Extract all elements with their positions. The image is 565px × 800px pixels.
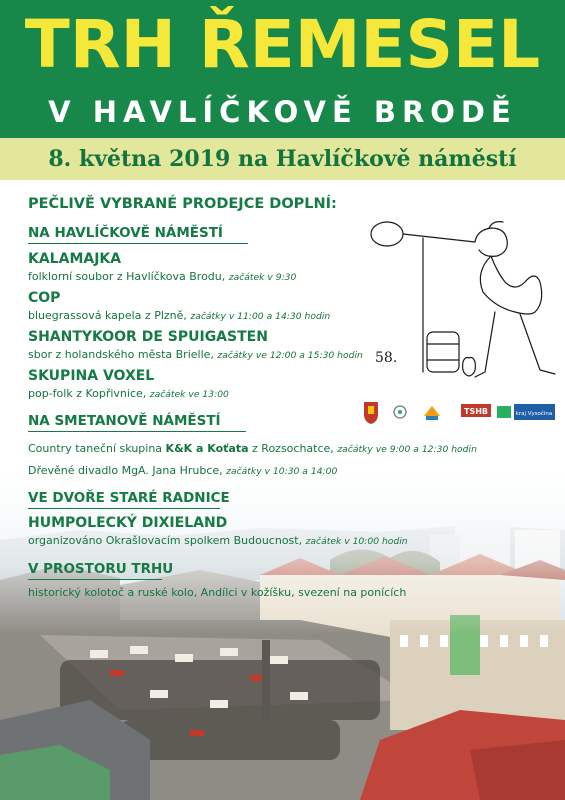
act-desc-text: pop-folk z Kopřivnice, (28, 387, 147, 400)
act-description (28, 387, 229, 400)
act-time: začátky v 11:00 a 14:30 hodin (190, 311, 331, 322)
header-banner (0, 0, 565, 138)
act-description (28, 309, 330, 322)
section-heading-radnice: VE DVOŘE STARÉ RADNICE (28, 490, 230, 506)
act-name: SKUPINA VOXEL (28, 368, 155, 384)
event-date: 8. května 2019 na Havlíčkově náměstí (48, 146, 517, 172)
smetanovo-line-2 (28, 464, 337, 477)
section-underline (28, 431, 246, 432)
smetanovo-line-1 (28, 442, 477, 455)
agenda21-logo-icon (394, 406, 406, 418)
act-description (28, 348, 363, 361)
heritage-logo-icon (424, 406, 440, 420)
act-name: SHANTYKOOR DE SPUIGASTEN (28, 329, 268, 345)
city-coat-of-arms-icon (364, 402, 378, 424)
intro-heading: PEČLIVĚ VYBRANÉ PRODEJCE DOPLNÍ: (28, 196, 337, 212)
act-time: začátek v 9:30 (228, 272, 297, 283)
text: Dřevěné divadlo MgA. Jana Hrubce, (28, 464, 223, 477)
section-underline (28, 508, 220, 509)
act-description (28, 270, 296, 283)
section-heading-trh: V PROSTORU TRHU (28, 561, 174, 577)
kraj-logo-text: kraj Vysočina (515, 411, 553, 417)
green-logo-icon (497, 406, 511, 418)
section-heading-havlickovo: NA HAVLÍČKOVĚ NÁMĚSTÍ (28, 225, 223, 241)
act-name: COP (28, 290, 61, 306)
trh-description: historický kolotoč a ruské kolo, Andílci v kožíšku, svezení na ponících (28, 586, 407, 599)
section-heading-smetanovo: NA SMETANOVĚ NÁMĚSTÍ (28, 413, 221, 429)
act-desc-text: bluegrassová kapela z Plzně, (28, 309, 187, 322)
section-underline (28, 579, 162, 580)
act-time: začátky ve 12:00 a 15:30 hodin (217, 350, 363, 361)
poster-title: TRH ŘEMESEL (24, 6, 541, 83)
act-desc-text: organizováno Okrašlovacím spolkem Budoucnost, (28, 534, 303, 547)
act-time: začátky v 10:30 a 14:00 (226, 466, 338, 477)
tshb-logo (461, 404, 491, 417)
sponsor-logos (362, 400, 557, 426)
section-underline (28, 243, 248, 244)
kraj-vysocina-logo (514, 404, 555, 420)
act-time: začátek ve 13:00 (149, 389, 229, 400)
poster-subtitle: V HAVLÍČKOVĚ BRODĚ (48, 95, 517, 129)
text: z Rozsochatce, (248, 442, 334, 455)
drawing-number: 58. (375, 350, 398, 366)
act-time: začátek v 10:00 hodin (305, 536, 408, 547)
text: Country taneční skupina (28, 442, 166, 455)
act-desc-text: sbor z holandského města Brielle, (28, 348, 214, 361)
tshb-logo-text: TSHB (463, 407, 489, 416)
act-description (28, 534, 408, 547)
date-band (0, 138, 565, 180)
act-name: HUMPOLECKÝ DIXIELAND (28, 515, 228, 531)
group-name: K&K a Koťata (165, 442, 249, 455)
act-name: KALAMAJKA (28, 251, 122, 267)
glassblower-drawing (365, 212, 565, 392)
act-desc-text: folklorní soubor z Havlíčkova Brodu, (28, 270, 226, 283)
act-time: začátky ve 9:00 a 12:30 hodin (337, 444, 477, 455)
